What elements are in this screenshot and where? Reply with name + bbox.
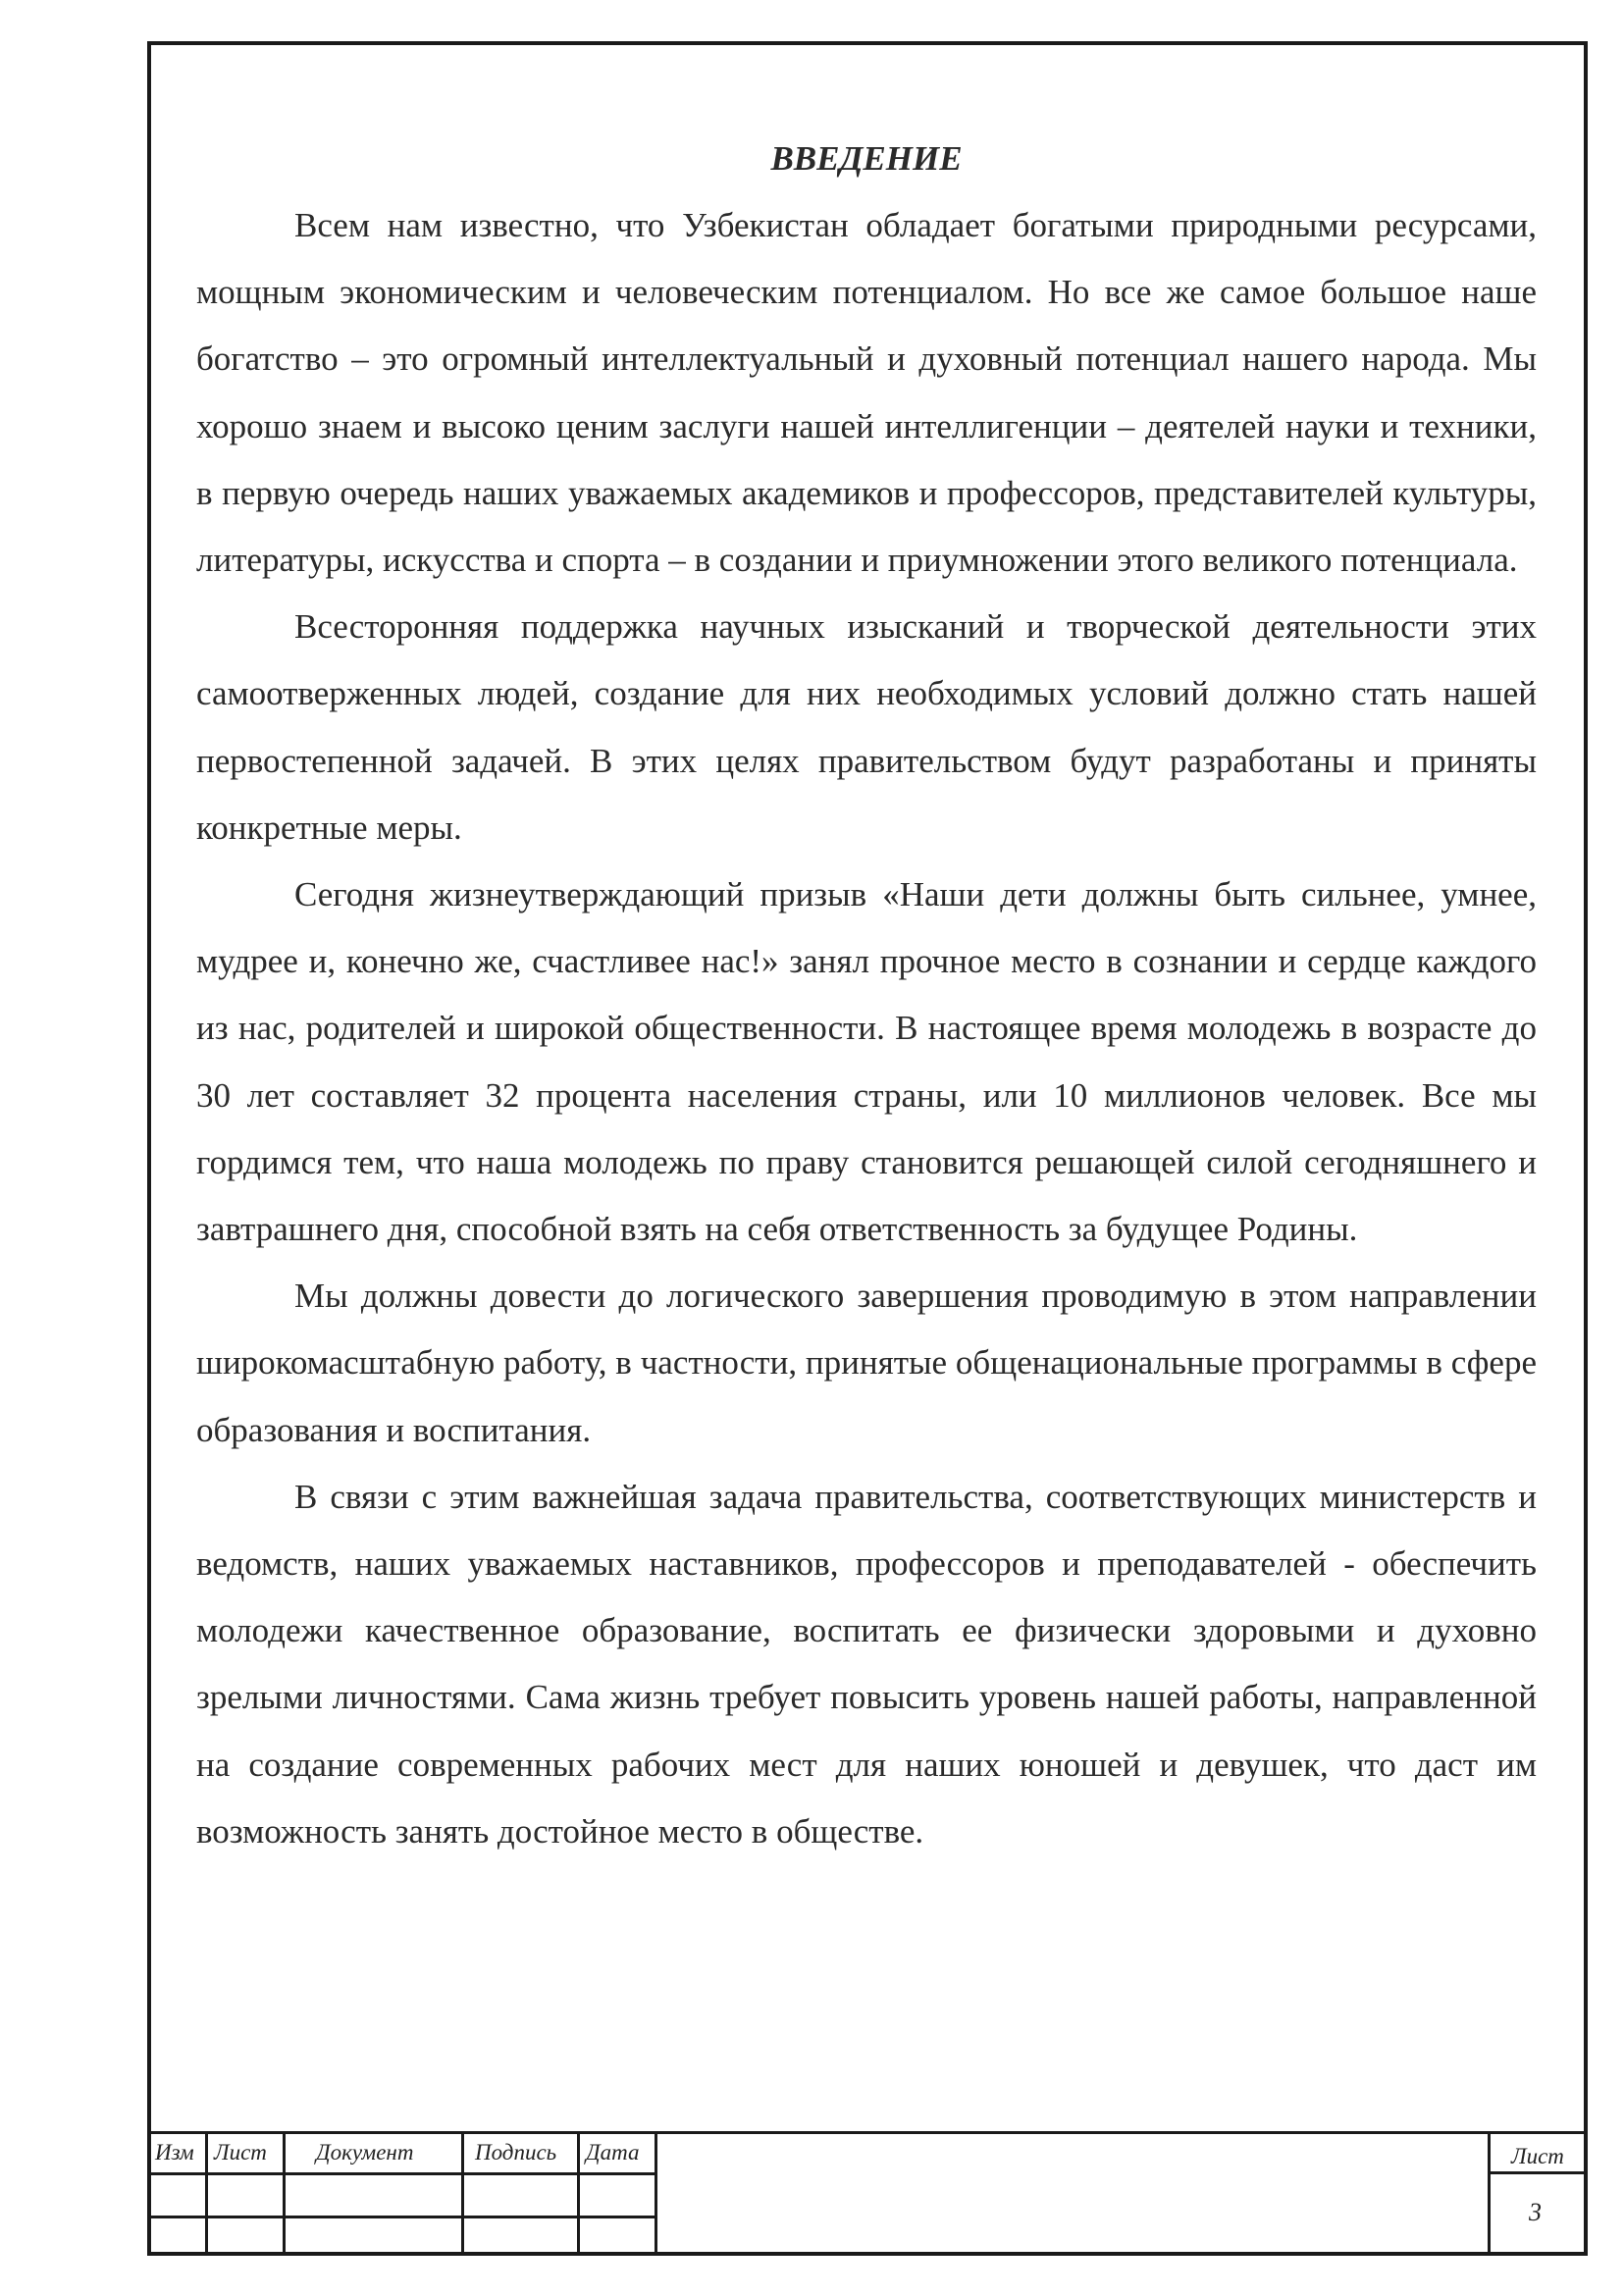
stamp-label-data: Дата	[586, 2140, 640, 2165]
stamp-col-line	[577, 2131, 580, 2256]
stamp-row-line	[147, 2216, 657, 2218]
stamp-label-izm: Изм	[155, 2140, 194, 2165]
stamp-col-line	[205, 2131, 208, 2256]
stamp-col-line	[655, 2131, 657, 2256]
stamp-col-line	[461, 2131, 464, 2256]
stamp-label-document: Документ	[316, 2140, 414, 2165]
paragraph: Сегодня жизнеутверждающий призыв «Наши дети должны быть сильнее, умнее, мудрее и, конечно же, счастливее нас!» занял прочное место в сознании и сердце каждого из нас, родителей и широкой общественности. В настоящее время молодежь в возрасте до 30 лет составляет 32 процента населения страны, или 10 миллионов человек. Все мы гордимся тем, что наша молодежь по праву становится решающей силой сегодняшнего и завтрашнего дня, способной взять на себя ответственность за будущее Родины.	[196, 875, 1537, 1249]
stamp-sheet-divider	[1488, 2171, 1588, 2174]
paragraph: Всем нам известно, что Узбекистан обладает богатыми природными ресурсами, мощным экономическим и человеческим потенциалом. Но все же самое большое наше богатство – это огромный интеллектуальный и духовный потенциал нашего народа. Мы хорошо знаем и высоко ценим заслуги нашей интеллигенции – деятелей науки и техники, в первую очередь наших уважаемых академиков и профессоров, представителей культуры, литературы, искусства и спорта – в создании и приумножении этого великого потенциала.	[196, 206, 1537, 580]
stamp-top-border	[147, 2131, 1588, 2134]
stamp-label-podpis: Подпись	[475, 2140, 557, 2165]
sheet-number: 3	[1529, 2198, 1542, 2226]
stamp-col-line	[1488, 2131, 1491, 2256]
paragraph: Всесторонняя поддержка научных изысканий и творческой деятельности этих самоотверженных людей, создание для них необходимых условий должно стать нашей первостепенной задачей. В этих целях правительством будут разработаны и приняты конкретные меры.	[196, 607, 1537, 847]
paragraph: В связи с этим важнейшая задача правительства, соответствующих министерств и ведомств, наших уважаемых наставников, профессоров и преподавателей - обеспечить молодежи качественное образование, воспитать ее физически здоровыми и духовно зрелыми личностями. Сама жизнь требует повысить уровень нашей работы, направленной на создание современных рабочих мест для наших юношей и девушек, что даст им возможность занять достойное место в обществе.	[196, 1477, 1537, 1851]
paragraph: Мы должны довести до логического завершения проводимую в этом направлении широкомасштабную работу, в частности, принятые общенациональные программы в сфере образования и воспитания.	[196, 1277, 1537, 1449]
stamp-label-list: Лист	[214, 2140, 267, 2165]
document-body	[196, 126, 1537, 1865]
stamp-col-line	[283, 2131, 286, 2256]
title-block	[147, 2131, 1588, 2256]
stamp-row-line	[147, 2172, 657, 2175]
page-title: ВВЕДЕНИЕ	[770, 139, 963, 178]
stamp-label-sheet: Лист	[1511, 2144, 1564, 2168]
